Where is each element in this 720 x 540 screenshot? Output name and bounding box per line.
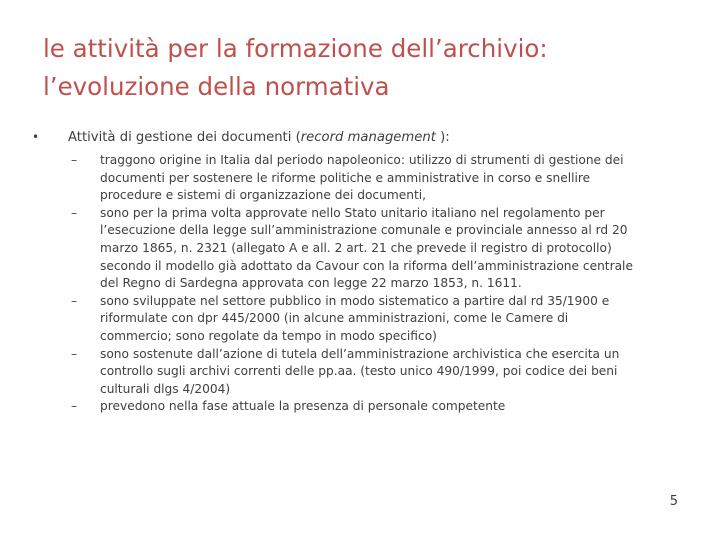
bullet-text xyxy=(68,128,450,148)
sub-list xyxy=(32,152,692,416)
bullet-text-before: Attività di gestione dei documenti ( xyxy=(68,130,301,145)
sub-item-text xyxy=(100,293,672,346)
sub-item-line: marzo 1865, n. 2321 (allegato A e all. 2 art. 21 che prevede il registro di protocollo) xyxy=(100,240,612,255)
sub-item-line: riformulate con dpr 445/2000 (in alcune amministrazioni, come le Camere di xyxy=(100,311,569,326)
sub-item-line: controllo sugli archivi correnti delle pp.aa. (testo unico 490/1999, poi codice dei beni xyxy=(100,364,618,379)
bullet-item xyxy=(32,127,692,148)
sub-item-line: sono per la prima volta approvate nello Stato unitario italiano nel regolamento per xyxy=(100,205,605,220)
sub-item-dash: – xyxy=(71,399,78,414)
sub-item-line: culturali dlgs 4/2004) xyxy=(100,381,231,396)
sub-item-line: prevedono nella fase attuale la presenza di personale competente xyxy=(100,399,506,414)
sub-item-line: l’esecuzione della legge sull’amministrazione comunale e provinciale annesso al rd 20 xyxy=(100,223,628,238)
bullet-marker: • xyxy=(32,130,40,144)
sub-item-line: commercio; sono regolate da tempo in modo specifico) xyxy=(100,328,437,343)
slide-title xyxy=(43,30,683,106)
sub-list-item xyxy=(71,346,692,399)
sub-item-text xyxy=(100,346,672,399)
sub-list-item xyxy=(71,293,692,346)
sub-item-line: del Regno di Sardegna approvata con legge 22 marzo 1853, n. 1611. xyxy=(100,276,522,291)
sub-item-dash: – xyxy=(71,153,78,167)
sub-item-line: sono sostenute dall’azione di tutela dell’amministrazione archivistica che esercita un xyxy=(100,346,620,361)
bullet-text-after: ): xyxy=(435,130,450,145)
sub-item-dash: – xyxy=(71,293,78,308)
sub-item-line: procedure e sistemi di organizzazione dei documenti, xyxy=(100,188,426,203)
slide-title-line-1: le attività per la formazione dell’archivio: xyxy=(43,34,548,63)
sub-list-item xyxy=(71,152,692,205)
sub-item-text xyxy=(100,152,672,205)
sub-item-dash: – xyxy=(71,205,78,220)
sub-item-text xyxy=(100,205,672,293)
sub-item-line: documenti per sostenere le riforme politiche e amministrative in corso e snellire xyxy=(100,170,591,185)
sub-item-dash: – xyxy=(71,346,78,361)
slide-content xyxy=(32,127,692,416)
page-number: 5 xyxy=(669,494,678,509)
slide-title-line-2: l’evoluzione della normativa xyxy=(43,72,390,101)
bullet-text-italic: record management xyxy=(300,130,436,145)
sub-list-item xyxy=(71,398,692,416)
sub-list-item xyxy=(71,205,692,293)
sub-item-line: traggono origine in Italia dal periodo napoleonico: utilizzo di strumenti di gestione dei xyxy=(100,153,624,167)
sub-item-text xyxy=(100,398,672,416)
sub-item-line: secondo il modello già adottato da Cavour con la riforma dell’amministrazione centrale xyxy=(100,258,633,273)
sub-item-line: sono sviluppate nel settore pubblico in modo sistematico a partire dal rd 35/1900 e xyxy=(100,293,610,308)
